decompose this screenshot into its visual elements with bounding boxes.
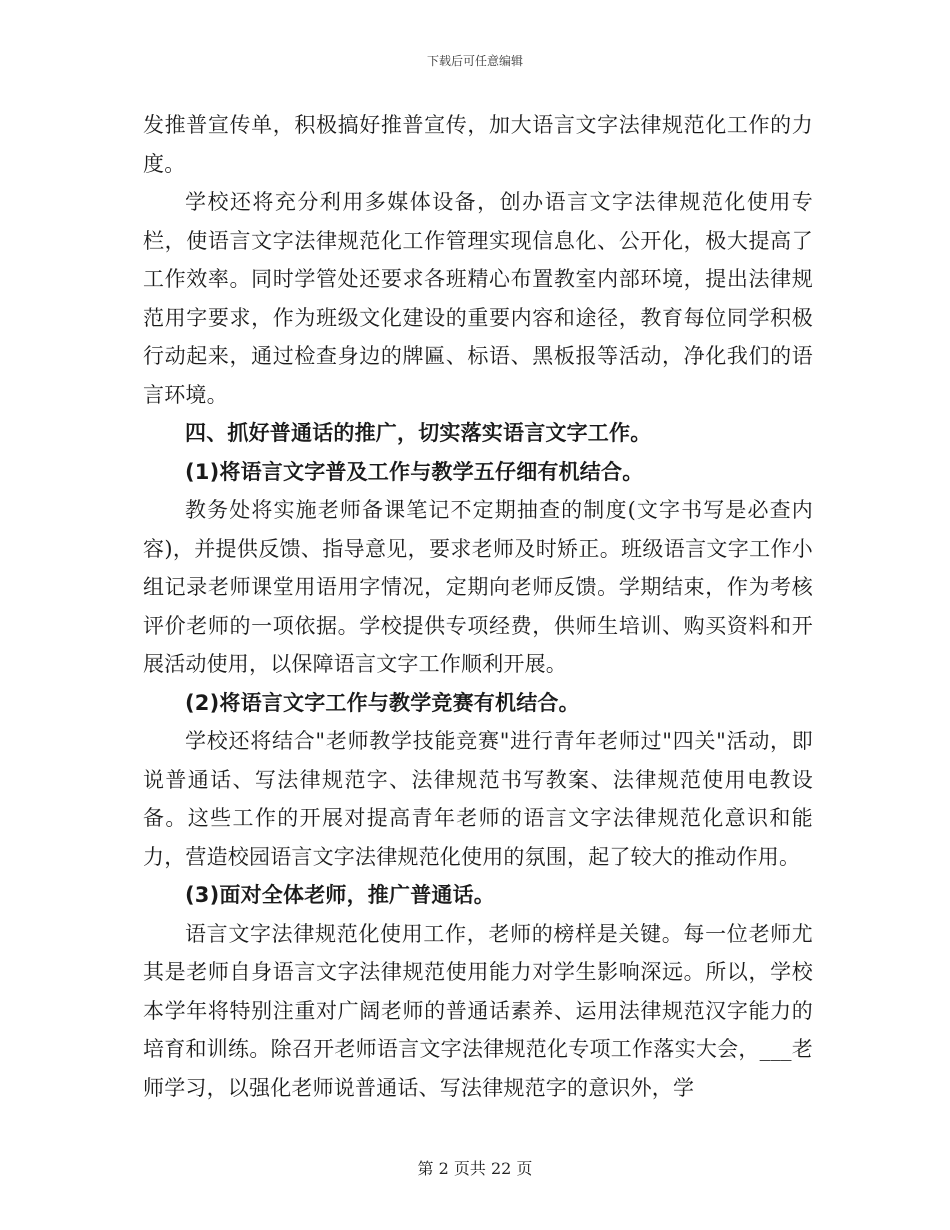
subheading-2: (2)将语言文字工作与教学竞赛有机结合。 <box>185 690 580 715</box>
page-footer: 第 2 页共 22 页 <box>417 1159 533 1178</box>
section-heading-4: 四、抓好普通话的推广，切实落实语言文字工作。 <box>185 421 652 445</box>
paragraph-teaching-office: 教务处将实施老师备课笔记不定期抽查的制度(文字书写是必查内容)，并提供反馈、指导意见，要求老师及时矫正。班级语言文字工作小组记录老师课堂用语用字情况，定期向老师反馈。学期结束，作为考核评价老师的一项依据。学校提供专项经费，供师生培训、购买资料和开展活动使用，以保障语言文字工作顺利开展。 <box>143 498 813 676</box>
paragraph-continuation: 发推普宣传单，积极搞好推普宣传，加大语言文字法律规范化工作的力度。 <box>143 113 813 176</box>
subheading-3: (3)面对全体老师，推广普通话。 <box>185 883 496 907</box>
paragraph-competition: 学校还将结合"老师教学技能竞赛"进行青年老师过"四关"活动，即说普通话、写法律规范字、法律规范书写教案、法律规范使用电教设备。这些工作的开展对提高青年老师的语言文字法律规范化意识和能力，营造校园语言文字法律规范化使用的氛围，起了较大的推动作用。 <box>143 729 813 869</box>
page-header: 下载后可任意编辑 <box>426 54 523 68</box>
document-body <box>143 106 813 1107</box>
subheading-1: (1)将语言文字普及工作与教学五仔细有机结合。 <box>185 459 644 484</box>
paragraph-all-teachers: 语言文字法律规范化使用工作，老师的榜样是关键。每一位老师尤其是老师自身语言文字法律规范使用能力对学生影响深远。所以，学校本学年将特别注重对广阔老师的普通话素养、运用法律规范汉字能力的培育和训练。除召开老师语言文字法律规范化专项工作落实大会，___老师学习，以强化老师说普通话、写法律规范字的意识外，学 <box>143 921 813 1100</box>
paragraph-multimedia: 学校还将充分利用多媒体设备，创办语言文字法律规范化使用专栏，使语言文字法律规范化工作管理实现信息化、公开化，极大提高了工作效率。同时学管处还要求各班精心布置教室内部环境，提出法律规范用字要求，作为班级文化建设的重要内容和途径，教育每位同学积极行动起来，通过检查身边的牌匾、标语、黑板报等活动，净化我们的语言环境。 <box>143 190 813 407</box>
